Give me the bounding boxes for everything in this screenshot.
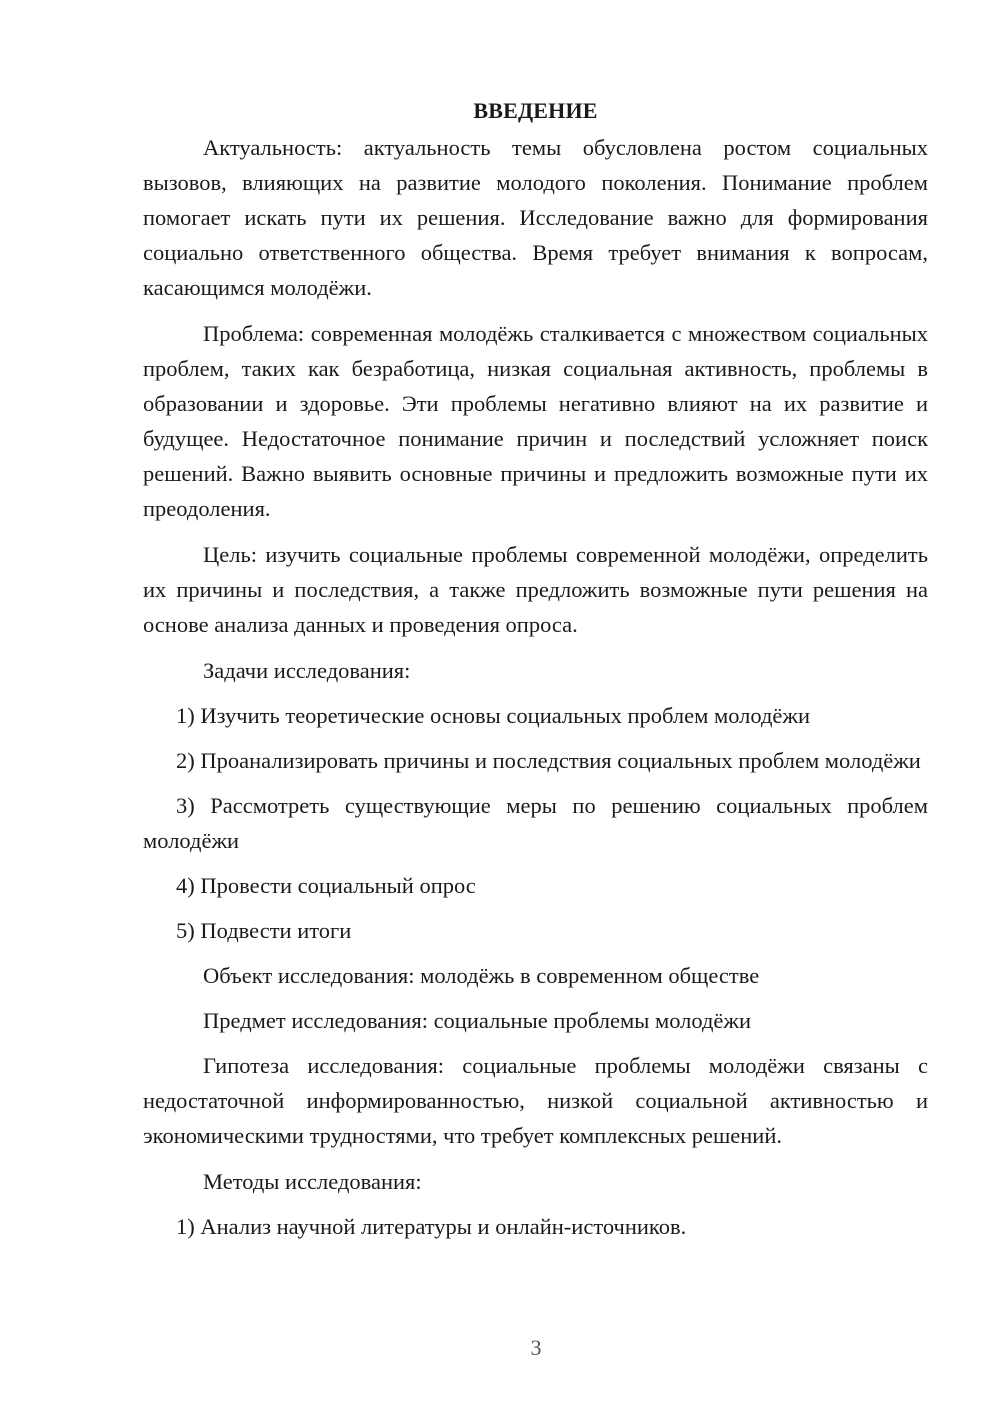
task-item: 4) Провести социальный опрос [176, 873, 476, 898]
methods-heading: Методы исследования: [203, 1169, 422, 1194]
page-number: 3 [530, 1335, 542, 1360]
method-item: 1) Анализ научной литературы и онлайн-источников. [176, 1214, 687, 1239]
tasks-list [143, 698, 928, 948]
methods-list [143, 1209, 928, 1244]
task-item: 1) Изучить теоретические основы социальных проблем молодёжи [176, 703, 810, 728]
subject-paragraph: Предмет исследования: социальные проблемы молодёжи [203, 1008, 751, 1033]
relevance-paragraph: Актуальность: актуальность темы обусловлена ростом социальных вызовов, влияющих на развитие молодого поколения. Понимание проблем помогает искать пути их решения. Исследование важно для формирования социально ответственного общества. Время требует внимания к вопросам, касающимся молодёжи. [143, 135, 928, 300]
tasks-heading: Задачи исследования: [203, 658, 411, 683]
task-item: 2) Проанализировать причины и последствия социальных проблем молодёжи [176, 748, 921, 773]
problem-paragraph: Проблема: современная молодёжь сталкивается с множеством социальных проблем, таких как безработица, низкая социальная активность, проблемы в образовании и здоровье. Эти проблемы негативно влияют на их развитие и будущее. Недостаточное понимание причин и последствий усложняет поиск решений. Важно выявить основные причины и предложить возможные пути их преодоления. [143, 321, 928, 521]
task-item: 5) Подвести итоги [176, 918, 352, 943]
object-paragraph: Объект исследования: молодёжь в современном обществе [203, 963, 760, 988]
hypothesis-paragraph: Гипотеза исследования: социальные проблемы молодёжи связаны с недостаточной информированностью, низкой социальной активностью и экономическими трудностями, что требует комплексных решений. [143, 1053, 928, 1148]
section-title: ВВЕДЕНИЕ [473, 98, 598, 123]
document-body [143, 96, 928, 1254]
task-item: 3) Рассмотреть существующие меры по решению социальных проблем молодёжи [143, 793, 928, 853]
goal-paragraph: Цель: изучить социальные проблемы современной молодёжи, определить их причины и последствия, а также предложить возможные пути решения на основе анализа данных и проведения опроса. [143, 542, 928, 637]
